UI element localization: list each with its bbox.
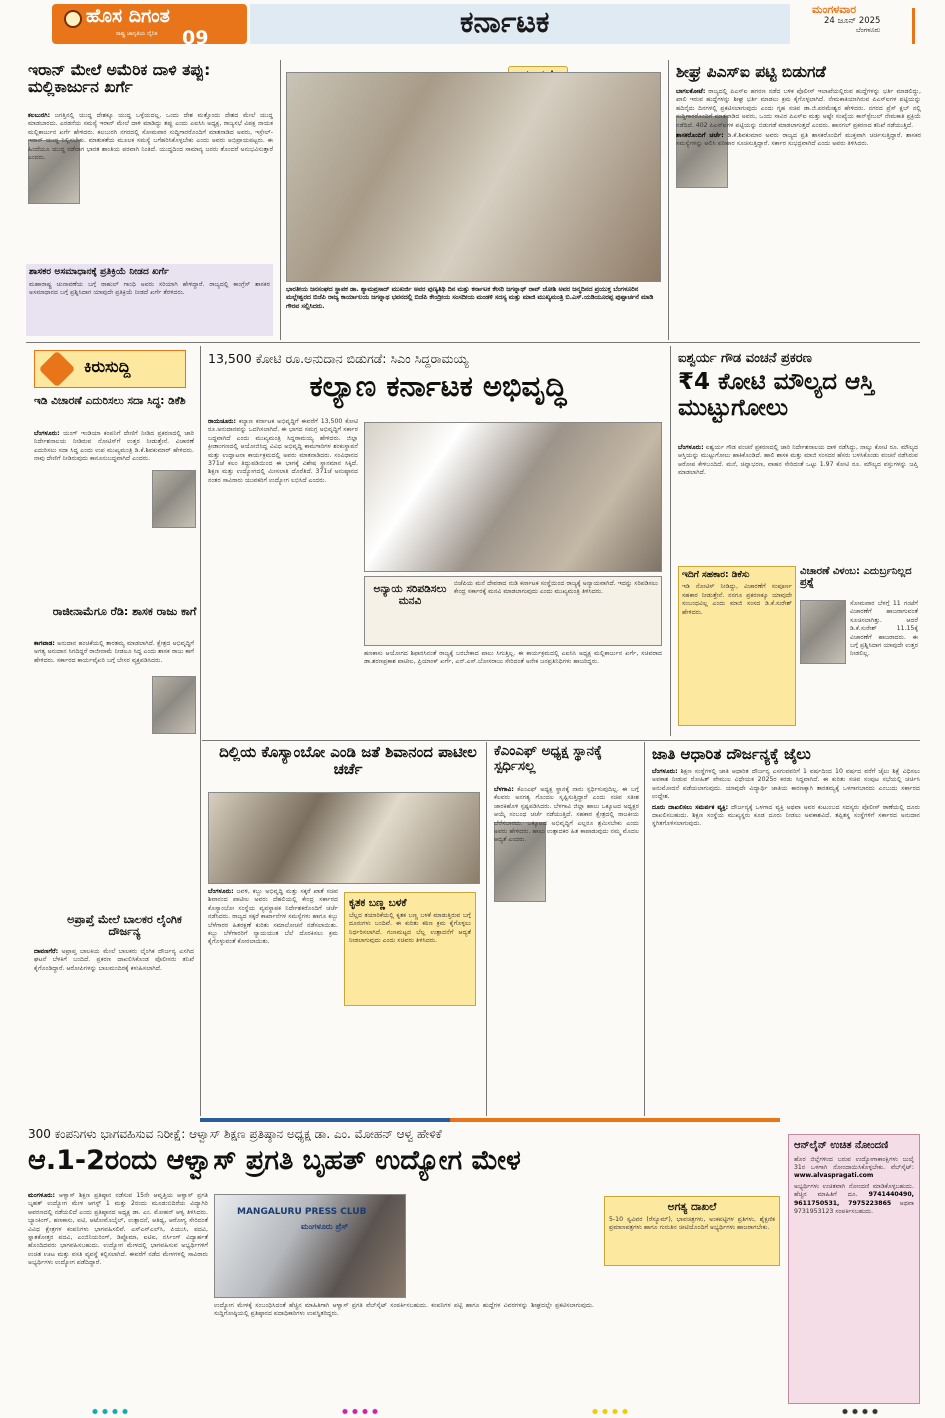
col-divider [200, 346, 201, 1116]
row-divider [202, 740, 920, 741]
bottom-body: ಮಂಗಳೂರು: ಆಳ್ವಾಸ್ ಶಿಕ್ಷಣ ಪ್ರತಿಷ್ಠಾನ ನಡೆಸುವ 15ನೇ ಆವೃತ್ತಿಯ ಆಳ್ವಾಸ್ ಪ್ರಗತಿ ಬೃಹತ್ ಉದ್ಯೋಗ ಮೇಳ ಆಗಸ್ಟ್ 1 ಮತ್ತು 2ರಂದು ಮೂಡುಬಿದಿರೆಯ ವಿದ್ಯಾಗಿರಿ ಆವರಣದಲ್ಲಿ ನಡೆಯಲಿದೆ ಎಂದು ಪ್ರತಿಷ್ಠಾನದ ಅಧ್ಯಕ್ಷ ಡಾ. ಎಂ. ಮೋಹನ್ ಆಳ್ವ ತಿಳಿಸಿದರು. ಬ್ಯಾಂಕಿಂಗ್, ಹಣಕಾಸು, ಐಟಿ, ಆಟೋಮೊಬೈಲ್, ಉತ್ಪಾದನೆ, ಆತಿಥ್ಯ, ಆರೋಗ್ಯ ಸೇರಿದಂತೆ ವಿವಿಧ ಕ್ಷೇತ್ರಗಳ ಕಂಪನಿಗಳು ಭಾಗವಹಿಸಲಿವೆ. ಎಸ್ಎಸ್ಎಲ್‌ಸಿ, ಪಿಯುಸಿ, ಪದವಿ, ಸ್ನಾತಕೋತ್ತರ ಪದವಿ, ಎಂಜಿನಿಯರಿಂಗ್, ಡಿಪ್ಲೊಮಾ, ಐಟಿಐ, ನರ್ಸಿಂಗ್ ವಿದ್ಯಾರ್ಹತೆ ಹೊಂದಿದವರು ಭಾಗವಹಿಸಬಹುದು. ಉದ್ಯೋಗ ಮೇಳದಲ್ಲಿ ಭಾಗವಹಿಸುವ ಅಭ್ಯರ್ಥಿಗಳಿಗೆ ಉಚಿತ ಊಟ ಮತ್ತು ವಸತಿ ವ್ಯವಸ್ಥೆ ಕಲ್ಪಿಸಲಾಗಿದೆ. ಈವರೆಗೆ ನಡೆದ ಮೇಳಗಳಲ್ಲಿ ಸಾವಿರಾರು ಅಭ್ಯರ್ಥಿಗಳು ಉದ್ಯೋಗ ಪಡೆದಿದ್ದಾರೆ. [28, 1192, 208, 1267]
brief1-body: ಬೆಂಗಳೂರು: ಯಂಗ್ ಇಂಡಿಯಾ ಕಂಪನಿಗೆ ದೇಣಿಗೆ ನೀಡಿದ ಪ್ರಕರಣದಲ್ಲಿ ಜಾರಿ ನಿರ್ದೇಶನಾಲಯ ನೀಡಿರುವ ನೋಟಿಸ್‌ಗೆ ಉತ್ತರ ನೀಡುತ್ತೇನೆ. ವಿಚಾರಣೆ ಎದುರಿಸಲು ಸದಾ ಸಿದ್ಧ ಎಂದು ಉಪ ಮುಖ್ಯಮಂತ್ರಿ ಡಿ.ಕೆ.ಶಿವಕುಮಾರ್ ಹೇಳಿದರು. ನಾವು ದೇಣಿಗೆ ನೀಡಿರುವುದು ಕಾನೂನುಬದ್ಧವಾಗಿದೆ ಎಂದರು. [34, 430, 194, 463]
tribute-caption: ಭಾರತೀಯ ಜನಸಂಘದ ಸ್ಥಾಪಕ ಡಾ. ಶ್ಯಾಮಪ್ರಸಾದ್ ಮುಖರ್ಜಿ ಅವರ ಪುಣ್ಯತಿಥಿ ದಿನ ಮತ್ತು ಕರ್ನಾಟಕ ಕೇಸರಿ ಜಗನ್ನಾಥ್ ರಾವ್ ಜೋಶಿ ಅವರ ಜನ್ಮದಿನದ ಪ್ರಯುಕ್ತ ಬೆಂಗಳೂರಿನ ಮಲ್ಲೇಶ್ವರದ ಬಿಜೆಪಿ ರಾಜ್ಯ ಕಾರ್ಯಾಲಯ ಜಗನ್ನಾಥ ಭವನದಲ್ಲಿ ಬಿಜೆಪಿ ಕೇಂದ್ರೀಯ ಸಂಸದೀಯ ಮಂಡಳಿ ಸದಸ್ಯ ಮತ್ತು ಮಾಜಿ ಮುಖ್ಯಮಂತ್ರಿ ಬಿ.ಎಸ್.ಯಡಿಯೂರಪ್ಪ ಪುಷ್ಪಾರ್ಚನೆ ಮಾಡಿ ಗೌರವ ಸಲ್ಲಿಸಿದರು. [286, 286, 654, 310]
bottom-body2: ಉದ್ಯೋಗ ಮೇಳಕ್ಕೆ ಸಂಬಂಧಿಸಿದಂತೆ ಹೆಚ್ಚಿನ ಮಾಹಿತಿಗಾಗಿ ಆಳ್ವಾಸ್ ಪ್ರಗತಿ ವೆಬ್‌ಸೈಟ್ ಸಂಪರ್ಕಿಸಬಹುದು. ಕಂಪನಿಗಳ ಪಟ್ಟಿ ಹಾಗೂ ಹುದ್ದೆಗಳ ವಿವರಗಳನ್ನು ಶೀಘ್ರದಲ್ಲೇ ಪ್ರಕಟಿಸಲಾಗುವುದು. ಸುದ್ದಿಗೋಷ್ಠಿಯಲ್ಲಿ ಪ್ರತಿಷ್ಠಾನದ ಪದಾಧಿಕಾರಿಗಳು ಉಪಸ್ಥಿತರಿದ್ದರು. [214, 1302, 594, 1318]
story2-headline: ಶೀಘ್ರ ಪಿಎಸ್‌ಐ ಪಟ್ಟಿ ಬಿಡುಗಡೆ [676, 63, 826, 81]
bottom-box-body: 5-10 ಸ್ವವಿವರ (ರೆಸ್ಯೂಮ್), ಭಾವಚಿತ್ರಗಳು, ಅಂಕಪಟ್ಟಿಗಳ ಪ್ರತಿಗಳು, ಶೈಕ್ಷಣಿಕ ಪ್ರಮಾಣಪತ್ರಗಳು ಹಾಗೂ ಗುರುತಿನ ಚೀಟಿಯೊಂದಿಗೆ ಅಭ್ಯರ್ಥಿಗಳು ಹಾಜರಾಗಬೇಕು. [609, 1216, 775, 1232]
bottom-dateline: ಮಂಗಳೂರು: [28, 1192, 55, 1199]
story1-body: ಕಲಬುರಗಿ: ಜಗತ್ತಿನಲ್ಲಿ ಯುದ್ಧ ದೇಶಕ್ಕೂ ಯುದ್ಧ ಒಳ್ಳೆಯದಲ್ಲ. ಒಂದು ದೇಶ ಮತ್ತೊಂದು ದೇಶದ ಮೇಲೆ ಯುದ್ಧ ಮಾಡಬಾರದು. ಎರಡನೆಯ ಸಮಸ್ಯೆ ಇರಾನ್ ಮೇಲೆ ದಾಳಿ ಮಾಡಿದ್ದು ತಪ್ಪು ಎಂದು ಎಐಸಿಸಿ ಅಧ್ಯಕ್ಷ, ರಾಜ್ಯಸಭೆ ವಿಪಕ್ಷ ನಾಯಕ ಮಲ್ಲಿಕಾರ್ಜುನ ಖರ್ಗೆ ಹೇಳಿದರು. ಕಲಬುರಗಿ ನಗರದಲ್ಲಿ ಸೋಮವಾರ ಸುದ್ದಿಗಾರರೊಂದಿಗೆ ಮಾತನಾಡಿದ ಅವರು, ಇಸ್ರೇಲ್-ಇರಾನ್ ಯುದ್ಧ ನಿಲ್ಲಿಸಬೇಕು. ಮಾತುಕತೆಯ ಮೂಲಕ ಸಮಸ್ಯೆ ಬಗೆಹರಿಸಿಕೊಳ್ಳಬೇಕು ಎಂದು ಅವರು ಅಭಿಪ್ರಾಯಪಟ್ಟರು. ಈ ಹಿಂದೆಯೂ ಯುದ್ಧ ನಡೆದಾಗ ಭಾರತ ಶಾಂತಿಯ ಪರವಾಗಿ ನಿಂತಿದೆ. ಯುದ್ಧದಿಂದ ಸಾಮಾನ್ಯ ಜನರು ತೊಂದರೆ ಅನುಭವಿಸುತ್ತಾರೆ ಎಂದರು. [28, 112, 273, 162]
story3-box2-body: ಸೋಮವಾರ ಬೆಳಗ್ಗೆ 11 ಗಂಟೆಗೆ ವಿಚಾರಣೆಗೆ ಹಾಜರಾಗುವಂತೆ ಸೂಚಿಸಲಾಗಿತ್ತು. ಆದರೆ ಡಿ.ಕೆ.ಸುರೇಶ್ 11.15ಕ್ಕೆ ವಿಚಾರಣೆಗೆ ಹಾಜರಾದರು. ಈ ಬಗ್ಗೆ ಪ್ರಶ್ನಿಸಿದಾಗ ಯಾವುದೇ ಉತ್ತರ ನೀಡಲಿಲ್ಲ. [850, 600, 918, 658]
lead-dateline: ರಾಯಚೂರು: [208, 418, 236, 425]
lead-body2: ಹಣಕಾಸು ಆಯೋಗದ ಶಿಫಾರಸಿನಂತೆ ರಾಜ್ಯಕ್ಕೆ ಬರಬೇಕಾದ ಪಾಲು ಸಿಗುತ್ತಿಲ್ಲ. ಈ ಕಾರ್ಯಕ್ರಮದಲ್ಲಿ ಎಐಸಿಸಿ ಅಧ್ಯಕ್ಷ ಮಲ್ಲಿಕಾರ್ಜುನ ಖರ್ಗೆ, ಸಚಿವರಾದ ಡಾ.ಶರಣಪ್ರಕಾಶ ಪಾಟೀಲ, ಪ್ರಿಯಾಂಕ್ ಖರ್ಗೆ, ಎನ್.ಎಸ್.ಬೋಸರಾಜು ಸೇರಿದಂತೆ ಅನೇಕ ಜನಪ್ರತಿನಿಧಿಗಳು ಹಾಜರಿದ್ದರು. [364, 650, 662, 666]
tribute-photo [286, 72, 661, 282]
story3-box1 [678, 566, 796, 726]
registration-phones: 9741440490, 9611750531, 7975223865 [794, 1191, 914, 1207]
lead-photo [364, 422, 662, 572]
dateline-block [790, 4, 915, 44]
story6-dateline: ಬೆಂಗಳೂರು: [652, 768, 678, 775]
bottom-kicker: 300 ಕಂಪನಿಗಳು ಭಾಗವಹಿಸುವ ನಿರೀಕ್ಷೆ: ಆಳ್ವಾಸ್ ಶಿಕ್ಷಣ ಪ್ರತಿಷ್ಠಾನ ಅಧ್ಯಕ್ಷ ಡಾ. ಎಂ. ಮೋಹನ್ ಆಳ್ವ ಹೇಳಿಕೆ [28, 1127, 442, 1141]
col-divider [486, 742, 487, 1116]
story2-dateline: ಬಾಗಲಕೋಟೆ: [676, 88, 706, 95]
dk-suresh-photo [800, 600, 846, 664]
press-meet-photo [214, 1194, 406, 1298]
story4-photo [208, 792, 480, 884]
story4-box-body: ಬೆಲ್ಲದ ತಯಾರಿಕೆಯಲ್ಲಿ ಕೃತಕ ಬಣ್ಣ ಬಳಕೆ ಮಾಡುತ್ತಿರುವ ಬಗ್ಗೆ ದೂರುಗಳು ಬಂದಿವೆ. ಈ ಕುರಿತು ಕಠಿಣ ಕ್ರಮ ಕೈಗೊಳ್ಳಲು ನಿರ್ಧರಿಸಲಾಗಿದೆ. ಗುಣಮಟ್ಟದ ಬೆಲ್ಲ ಉತ್ಪಾದನೆಗೆ ಆದ್ಯತೆ ನೀಡಲಾಗುವುದು ಎಂದು ಸಚಿವರು ತಿಳಿಸಿದರು. [349, 912, 471, 945]
story1-sub-box [26, 264, 273, 336]
lead-headline: ಕಲ್ಯಾಣ ಕರ್ನಾಟಕ ಅಭಿವೃದ್ಧಿ [309, 369, 567, 403]
brief1-headline: ಇಡಿ ವಿಚಾರಣೆ ಎದುರಿಸಲು ಸದಾ ಸಿದ್ಧ: ಡಿಕೆಶಿ [34, 395, 186, 407]
story6-body: ಬೆಂಗಳೂರು: ಶಿಕ್ಷಣ ಸಂಸ್ಥೆಗಳಲ್ಲಿ ಜಾತಿ ಆಧಾರಿತ ದೌರ್ಜನ್ಯ ಎಸಗುವವರಿಗೆ 1 ವರ್ಷದಿಂದ 10 ವರ್ಷದ ವರೆಗೆ ಜೈಲು ಶಿಕ್ಷೆ ವಿಧಿಸಲು ಅವಕಾಶ ನೀಡುವ ರೋಹಿತ್ ವೇಮುಲ ವಿಧೇಯಕ 2025ರ ಕರಡು ಸಿದ್ಧವಾಗಿದೆ. ಈ ಕುರಿತು ಸಚಿವ ಸಂಪುಟ ಸಭೆಯಲ್ಲಿ ಚರ್ಚಿಸಿ ಅನುಮೋದನೆ ಪಡೆಯಲಾಗುವುದು. ಯಾವುದೇ ವಿದ್ಯಾರ್ಥಿ ಜಾತಿಯ ಕಾರಣಕ್ಕಾಗಿ ತಾರತಮ್ಯಕ್ಕೆ ಒಳಗಾಗಬಾರದು ಎಂಬುದು ಸರ್ಕಾರದ ಉದ್ದೇಶ. ದೂರು ದಾಖಲಿಸಲು ಸಮರ್ಪಕ ವ್ಯಕ್ತಿ: ದೌರ್ಜನ್ಯಕ್ಕೆ ಒಳಗಾದ ವ್ಯಕ್ತಿ ಅಥವಾ ಅವರ ಕುಟುಂಬದ ಸದಸ್ಯರು ಪೊಲೀಸ್ ಠಾಣೆಯಲ್ಲಿ ದೂರು ದಾಖಲಿಸಬಹುದು. ಶಿಕ್ಷಣ ಸಂಸ್ಥೆಯ ಮುಖ್ಯಸ್ಥರು ಕೂಡ ದೂರು ನೀಡಲು ಅವಕಾಶವಿದೆ. ತಪ್ಪಿತಸ್ಥ ಸಂಸ್ಥೆಗಳಿಗೆ ಸರ್ಕಾರದ ಅನುದಾನ ಸ್ಥಗಿತಗೊಳಿಸಲಾಗುವುದು. [652, 768, 920, 828]
col-divider [644, 742, 645, 1116]
registration-website[interactable]: www.alvaspragati.com [794, 1172, 874, 1180]
lamp-icon [64, 10, 82, 28]
col-divider [280, 60, 281, 340]
story3-box1-title: ಇದಿಗೆ ಸಹಕಾರ: ಡಿಕೆಸು [682, 570, 750, 580]
story6-headline: ಜಾತಿ ಆಧಾರಿತ ದೌರ್ಜನ್ಯಕ್ಕೆ ಜೈಲು [652, 745, 811, 763]
day-label: ಮಂಗಳವಾರ [812, 3, 857, 16]
story4-headline: ದಿಲ್ಲಿಯ ಕೊಸ್ಯಾಂಬೋ ಎಂಡಿ ಜತೆ ಶಿವಾನಂದ ಪಾಟೀಲ ಚರ್ಚೆ [219, 743, 477, 778]
masthead [0, 0, 945, 50]
story3-box1-body: ಇಡಿ ನೋಟಿಸ್ ನೀಡಿದ್ದು, ವಿಚಾರಣೆಗೆ ಸಂಪೂರ್ಣ ಸಹಕಾರ ನೀಡುತ್ತೇನೆ. ನನಗೂ ಪ್ರಕರಣಕ್ಕೂ ಯಾವುದೇ ಸಂಬಂಧವಿಲ್ಲ ಎಂದು ಮಾಜಿ ಸಂಸದ ಡಿ.ಕೆ.ಸುರೇಶ್ ಹೇಳಿದರು. [682, 583, 792, 616]
briefs-label: ಕಿರುಸುದ್ದಿ [84, 357, 131, 376]
story4-dateline: ಬೆಂಗಳೂರು: [208, 888, 234, 895]
bottom-headline: ಆ.1-2ರಂದು ಆಳ್ವಾಸ್ ಪ್ರಗತಿ ಬೃಹತ್ ಉದ್ಯೋಗ ಮೇಳ [28, 1145, 521, 1176]
story5-headline: ಕೆಎಂಎಫ್ ಅಧ್ಯಕ್ಷ ಸ್ಥಾನಕ್ಕೆ ಸ್ಪರ್ಧಿಸಲ್ಲ [494, 743, 602, 775]
print-marks [340, 1408, 380, 1415]
press-club-sign: MANGALURU PRESS CLUB [237, 1207, 367, 1217]
story4-box [344, 892, 476, 1006]
story3-body: ಬೆಂಗಳೂರು: ಐಶ್ವರ್ಯ ಗೌಡ ವಂಚನೆ ಪ್ರಕರಣದಲ್ಲಿ ಜಾರಿ ನಿರ್ದೇಶನಾಲಯ ದಾಳಿ ನಡೆಸಿದ್ದು, ನಾಲ್ಕು ಕೋಟಿ ರೂ. ಮೌಲ್ಯದ ಆಸ್ತಿಯನ್ನು ಮುಟ್ಟುಗೋಲು ಹಾಕಿಕೊಂಡಿದೆ. ಹಾಲಿ ಶಾಸಕ ಮತ್ತು ಮಾಜಿ ಸಂಸದರ ಹೆಸರು ಬಳಸಿಕೊಂಡು ವಂಚನೆ ನಡೆಸಿರುವ ಆರೋಪ ಕೇಳಿಬಂದಿದೆ. ಮನೆ, ಚಿನ್ನಾಭರಣ, ವಾಹನ ಸೇರಿದಂತೆ ಒಟ್ಟು 1.97 ಕೋಟಿ ರೂ. ಮೌಲ್ಯದ ವಸ್ತುಗಳನ್ನು ಜಪ್ತಿ ಮಾಡಲಾಗಿದೆ. [678, 444, 918, 477]
story3-kicker: ಐಶ್ವರ್ಯ ಗೌಡ ವಂಚನೆ ಪ್ರಕರಣ [678, 351, 812, 366]
color-bar-blue [200, 1118, 450, 1122]
lead-body: ರಾಯಚೂರು: ಕಲ್ಯಾಣ ಕರ್ನಾಟಕ ಅಭಿವೃದ್ಧಿಗೆ ಈವರೆಗೆ 13,500 ಕೋಟಿ ರೂ.ಅನುದಾನವನ್ನು ಒದಗಿಸಲಾಗಿದೆ. ಈ ಭಾಗದ ಸಮಗ್ರ ಅಭಿವೃದ್ಧಿಗೆ ಸರ್ಕಾರ ಬದ್ಧವಾಗಿದೆ ಎಂದು ಮುಖ್ಯಮಂತ್ರಿ ಸಿದ್ದರಾಮಯ್ಯ ಹೇಳಿದರು. ಜಿಲ್ಲಾ ಕ್ರೀಡಾಂಗಣದಲ್ಲಿ ಆಯೋಜಿಸಿದ್ದ ವಿವಿಧ ಅಭಿವೃದ್ಧಿ ಕಾಮಗಾರಿಗಳ ಶಂಕುಸ್ಥಾಪನೆ ಮತ್ತು ಉದ್ಘಾಟನಾ ಕಾರ್ಯಕ್ರಮದಲ್ಲಿ ಅವರು ಮಾತನಾಡಿದರು. ಸಂವಿಧಾನದ 371ಜೆ ಕಲಂ ತಿದ್ದುಪಡಿಯಿಂದ ಈ ಭಾಗಕ್ಕೆ ವಿಶೇಷ ಸ್ಥಾನಮಾನ ಸಿಕ್ಕಿದೆ. ಶಿಕ್ಷಣ ಮತ್ತು ಉದ್ಯೋಗದಲ್ಲಿ ಮೀಸಲಾತಿ ದೊರೆತಿದೆ. 371ಜೆ ಅನುಷ್ಠಾನದ ನಂತರ ಸಾವಿರಾರು ಯುವಕರಿಗೆ ಉದ್ಯೋಗ ಲಭಿಸಿದೆ ಎಂದರು. [208, 418, 358, 484]
story4-box-title: ಕೃತಕ ಬಣ್ಣ ಬಳಕೆ [349, 897, 407, 909]
bottom-box-title: ಅಗತ್ಯ ದಾಖಲೆ [667, 1201, 717, 1213]
story1-dateline: ಕಲಬುರಗಿ: [28, 112, 51, 119]
print-marks [590, 1408, 630, 1415]
story2-sub-dateline: ಶಾಸಕರೊಂದಿಗೆ ಚರ್ಚೆ: [676, 132, 724, 140]
row-divider [26, 342, 920, 343]
story3-headline: ₹4 ಕೋಟಿ ಮೌಲ್ಯದ ಆಸ್ತಿ ಮುಟ್ಟುಗೋಲು [678, 369, 875, 421]
brief2-headline: ರಾಜೀನಾಮೆಗೂ ರೆಡಿ: ಶಾಸಕ ರಾಜು ಕಾಗೆ [52, 605, 197, 618]
lead-kicker: 13,500 ಕೋಟಿ ರೂ.ಅನುದಾನ ಬಿಡುಗಡೆ: ಸಿಎಂ ಸಿದ್ದರಾಮಯ್ಯ [208, 351, 469, 366]
registration-title: ಆನ್‌ಲೈನ್ ಉಚಿತ ನೋಂದಣಿ [794, 1140, 889, 1151]
press-club-sign-kn: ಮಂಗಳೂರು ಪ್ರೆಸ್ [301, 1222, 349, 1231]
brief3-body: ದಾವಣಗೆರೆ: ಅಪ್ರಾಪ್ತ ಬಾಲಕಿಯ ಮೇಲೆ ಬಾಲಕರು ಲೈಂಗಿಕ ದೌರ್ಜನ್ಯ ಎಸಗಿದ ಘಟನೆ ಬೆಳಕಿಗೆ ಬಂದಿದೆ. ಪ್ರಕರಣ ದಾಖಲಿಸಿಕೊಂಡ ಪೊಲೀಸರು ತನಿಖೆ ಕೈಗೊಂಡಿದ್ದಾರೆ. ಆರೋಪಿಗಳನ್ನು ಬಾಲಮಂದಿರಕ್ಕೆ ಕಳುಹಿಸಲಾಗಿದೆ. [34, 948, 194, 972]
col-divider [668, 60, 669, 340]
story5-body: ಬೆಳಗಾವಿ: ಕೆಎಂಎಫ್ ಅಧ್ಯಕ್ಷ ಸ್ಥಾನಕ್ಕೆ ನಾನು ಸ್ಪರ್ಧಿಸುವುದಿಲ್ಲ. ಈ ಬಗ್ಗೆ ಕೆಲವರು ಅನಗತ್ಯ ಗೊಂದಲ ಸೃಷ್ಟಿಸುತ್ತಿದ್ದಾರೆ ಎಂದು ಸಚಿವ ಸತೀಶ ಜಾರಕಿಹೊಳಿ ಸ್ಪಷ್ಟಪಡಿಸಿದರು. ಬೆಳಗಾವಿ ಜಿಲ್ಲಾ ಹಾಲು ಒಕ್ಕೂಟದ ಅಧ್ಯಕ್ಷರ ಆಯ್ಕೆ ಸಂಬಂಧ ಚರ್ಚೆ ನಡೆಯುತ್ತಿದೆ. ಸಹಕಾರ ಕ್ಷೇತ್ರದಲ್ಲಿ ರಾಜಕೀಯ ಬೆರೆಸಬಾರದು. ಒಕ್ಕೂಟದ ಅಭಿವೃದ್ಧಿಗೆ ಎಲ್ಲರೂ ಶ್ರಮಿಸಬೇಕು ಎಂದು ಅವರು ಹೇಳಿದರು. ಹಾಲು ಉತ್ಪಾದಕರ ಹಿತ ಕಾಪಾಡುವುದು ನಮ್ಮ ಮೊದಲ ಆದ್ಯತೆ ಎಂದರು. [494, 786, 639, 844]
lead-box-title: ಅನ್ಯಾಯ ಸರಿಪಡಿಸಲು ಮನವಿ [373, 583, 447, 607]
story4-body: ಬೆಂಗಳೂರು: ಜವಳಿ, ಕಬ್ಬು ಅಭಿವೃದ್ಧಿ ಮತ್ತು ಸಕ್ಕರೆ ಖಾತೆ ಸಚಿವ ಶಿವಾನಂದ ಪಾಟೀಲ ಅವರು ದೆಹಲಿಯಲ್ಲಿ ಕೇಂದ್ರ ಸರ್ಕಾರದ ಕೊಸ್ಯಾಂಬೋ ಸಂಸ್ಥೆಯ ವ್ಯವಸ್ಥಾಪಕ ನಿರ್ದೇಶಕರೊಂದಿಗೆ ಚರ್ಚೆ ನಡೆಸಿದರು. ರಾಜ್ಯದ ಸಕ್ಕರೆ ಕಾರ್ಖಾನೆಗಳ ಸಮಸ್ಯೆಗಳು ಹಾಗೂ ಕಬ್ಬು ಬೆಳೆಗಾರರ ಹಿತರಕ್ಷಣೆ ಕುರಿತು ಸಮಾಲೋಚನೆ ನಡೆಸಲಾಯಿತು. ಕಬ್ಬು ಬೆಳೆಗಾರರಿಗೆ ನ್ಯಾಯಯುತ ಬೆಲೆ ದೊರಕಿಸಲು ಕ್ರಮ ಕೈಗೊಳ್ಳುವಂತೆ ಕೋರಲಾಯಿತು. [208, 888, 338, 946]
print-marks [90, 1408, 130, 1415]
story3-dateline: ಬೆಂಗಳೂರು: [678, 444, 704, 451]
story5-dateline: ಬೆಳಗಾವಿ: [494, 786, 514, 793]
story1-sub-headline: ಶಾಸಕರ ಅಸಮಾಧಾನಕ್ಕೆ ಪ್ರತಿಕ್ರಿಯೆ ನೀಡದ ಖರ್ಗೆ [29, 266, 169, 277]
brief3-headline: ಅಪ್ರಾಪ್ತೆ ಮೇಲೆ ಬಾಲಕರ ಲೈಂಗಿಕ ದೌರ್ಜನ್ಯ [67, 913, 182, 939]
story1-sub-body: ಮಹಾರಾಷ್ಟ್ರ ಚುನಾವಣೆಯ ಬಗ್ಗೆ ರಾಹುಲ್ ಗಾಂಧಿ ಅವರು ಸರಿಯಾಗಿ ಹೇಳಿದ್ದಾರೆ. ರಾಜ್ಯದಲ್ಲಿ ಕಾಂಗ್ರೆಸ್ ಶಾಸಕರ ಅಸಮಾಧಾನದ ಬಗ್ಗೆ ಪ್ರಶ್ನಿಸಿದಾಗ ಯಾವುದೇ ಪ್ರತಿಕ್ರಿಯೆ ನೀಡದೆ ಖರ್ಗೆ ತೆರಳಿದರು. [29, 280, 270, 296]
brief2-body: ಕಾಗವಾಡ: ಅನುದಾನ ಹಂಚಿಕೆಯಲ್ಲಿ ತಾರತಮ್ಯ ಮಾಡಲಾಗಿದೆ. ಕ್ಷೇತ್ರದ ಅಭಿವೃದ್ಧಿಗೆ ಅಗತ್ಯ ಅನುದಾನ ಸಿಗದಿದ್ದರೆ ರಾಜೀನಾಮೆ ನೀಡಲೂ ಸಿದ್ಧ ಎಂದು ಶಾಸಕ ರಾಜು ಕಾಗೆ ಹೇಳಿದರು. ಸರ್ಕಾರದ ಕಾರ್ಯವೈಖರಿ ಬಗ್ಗೆ ಬೇಸರ ವ್ಯಕ್ತಪಡಿಸಿದರು. [34, 640, 194, 664]
city-label: ಬೆಂಗಳೂರು [856, 26, 881, 35]
registration-body: ಹೊರ ಜಿಲ್ಲೆಗಳಿಂದ ಬರುವ ಉದ್ಯೋಗಾಕಾಂಕ್ಷಿಗಳು ಜುಲೈ 31ರ ಒಳಗಾಗಿ ನೋಂದಾಯಿಸಿಕೊಳ್ಳಬೇಕು. ವೆಬ್‌ಸೈಟ್: www.alvaspragati.com ಅಭ್ಯರ್ಥಿಗಳು ಉಚಿತವಾಗಿ ನೋಂದಣಿ ಮಾಡಿಕೊಳ್ಳಬಹುದು. ಹೆಚ್ಚಿನ ಮಾಹಿತಿಗೆ ದೂ. 9741440490, 9611750531, 7975223865 ಅಥವಾ 9731953123 ಸಂಪರ್ಕಿಸಬಹುದು. [794, 1155, 914, 1215]
page-number: 09 [182, 27, 209, 49]
brand-logo: ಹೊಸ ದಿಗಂತ [86, 5, 170, 27]
section-title: ಕರ್ನಾಟಕ [460, 5, 550, 40]
story3-box2-title: ವಿಚಾರಣೆ ವಿಳಂಬ: ಎದುರ್ಬ್ರನಿಲ್ಲದ ಪ್ರಶ್ನೆ [800, 566, 912, 589]
date-label: 24 ಜೂನ್ 2025 [824, 16, 881, 27]
col-divider [670, 346, 671, 736]
print-marks [840, 1408, 880, 1415]
bottom-box [604, 1196, 780, 1266]
registration-box [788, 1134, 920, 1404]
brand-tagline: ರಾಷ್ಟ್ರ ಜಾಗೃತಿಯ ದೈನಿಕ [116, 31, 158, 37]
story2-body: ಬಾಗಲಕೋಟೆ: ರಾಜ್ಯದಲ್ಲಿ ಪಿಎಸ್‌ಐ ಹಗರಣ ನಡೆದ ಬಳಿಕ ಪೊಲೀಸ್ ಇಲಾಖೆಯಲ್ಲಿರುವ ಹುದ್ದೆಗಳನ್ನು ಭರ್ತಿ ಮಾಡಲಿದ್ದು, ಖಾಲಿ ಇರುವ ಹುದ್ದೆಗಳನ್ನು ಶೀಘ್ರ ಭರ್ತಿ ಮಾಡಲು ಕ್ರಮ ಕೈಗೊಳ್ಳಲಾಗಿದೆ. ನೇಮಕಾತಿಯಾಗಿರುವ ಪಿಎಸ್‌ಐಗಳ ಪಟ್ಟಿಯನ್ನು ಹದಿನೈದು ದಿನಗಳಲ್ಲಿ ಪ್ರಕಟಿಸಲಾಗುವುದು ಎಂದು ಗೃಹ ಸಚಿವ ಡಾ.ಜಿ.ಪರಮೇಶ್ವರ ಹೇಳಿದರು. ನಗರದ ಪ್ರೆಸ್ ಕ್ಲಬ್ ನಲ್ಲಿ ಸುದ್ದಿಗಾರರೊಂದಿಗೆ ಮಾತನಾಡಿದ ಅವರು, ಒಂದು ಸಾವಿರ ಪಿಎಸ್‌ಐ ಮತ್ತು ಅಷ್ಟೇ ಸಂಖ್ಯೆಯ ಕಾನ್‌ಸ್ಟೇಬಲ್ ನೇಮಕಾತಿ ಪ್ರಕ್ರಿಯೆ ನಡೆದಿದೆ. 402 ಪಿಎಸ್‌ಐಗಳ ಪಟ್ಟಿಯನ್ನು ಬಿಡುಗಡೆ ಮಾಡಲಾಗುತ್ತದೆ ಎಂದರು. ಹಾನಗಲ್ ಪ್ರಕರಣದ ತನಿಖೆ ನಡೆಯುತ್ತಿದೆ. ಶಾಸಕರೊಂದಿಗೆ ಚರ್ಚೆ: ಡಿ.ಕೆ.ಶಿವಕುಮಾರ ಅವರು ರಾಜ್ಯದ ಪ್ರತಿ ಶಾಸಕರೊಂದಿಗೆ ಮುಕ್ತವಾಗಿ ಚರ್ಚಿಸುತ್ತಿದ್ದಾರೆ. ಶಾಸಕರ ಸಮಸ್ಯೆಗಳನ್ನು ಆಲಿಸಿ ಪರಿಹಾರ ಸೂಚಿಸುತ್ತಿದ್ದಾರೆ. ಸರ್ಕಾರ ಸುಭದ್ರವಾಗಿದೆ ಎಂದು ಅವರು ತಿಳಿಸಿದರು. [676, 88, 921, 148]
masthead-rule [912, 8, 915, 44]
lead-box-body: ಬಿಜೆಪಿಯ ಮನೆ ದೇವರಾದ ನುಡಿ ಕರ್ನಾಟಕ ಸಂಸ್ಥೆಯಿಂದ ರಾಜ್ಯಕ್ಕೆ ಅನ್ಯಾಯವಾಗಿದೆ. ಇದನ್ನು ಸರಿಪಡಿಸಲು ಕೇಂದ್ರ ಸರ್ಕಾರಕ್ಕೆ ಮನವಿ ಮಾಡಲಾಗುವುದು ಎಂದು ಮುಖ್ಯಮಂತ್ರಿ ತಿಳಿಸಿದರು. [454, 580, 658, 596]
story6-sub-dateline: ದೂರು ದಾಖಲಿಸಲು ಸಮರ್ಪಕ ವ್ಯಕ್ತಿ: [652, 803, 729, 811]
story1-headline: ಇರಾನ್ ಮೇಲೆ ಅಮೆರಿಕ ದಾಳಿ ತಪ್ಪು: ಮಲ್ಲಿಕಾರ್ಜುನ ಖರ್ಗೆ [28, 61, 211, 97]
